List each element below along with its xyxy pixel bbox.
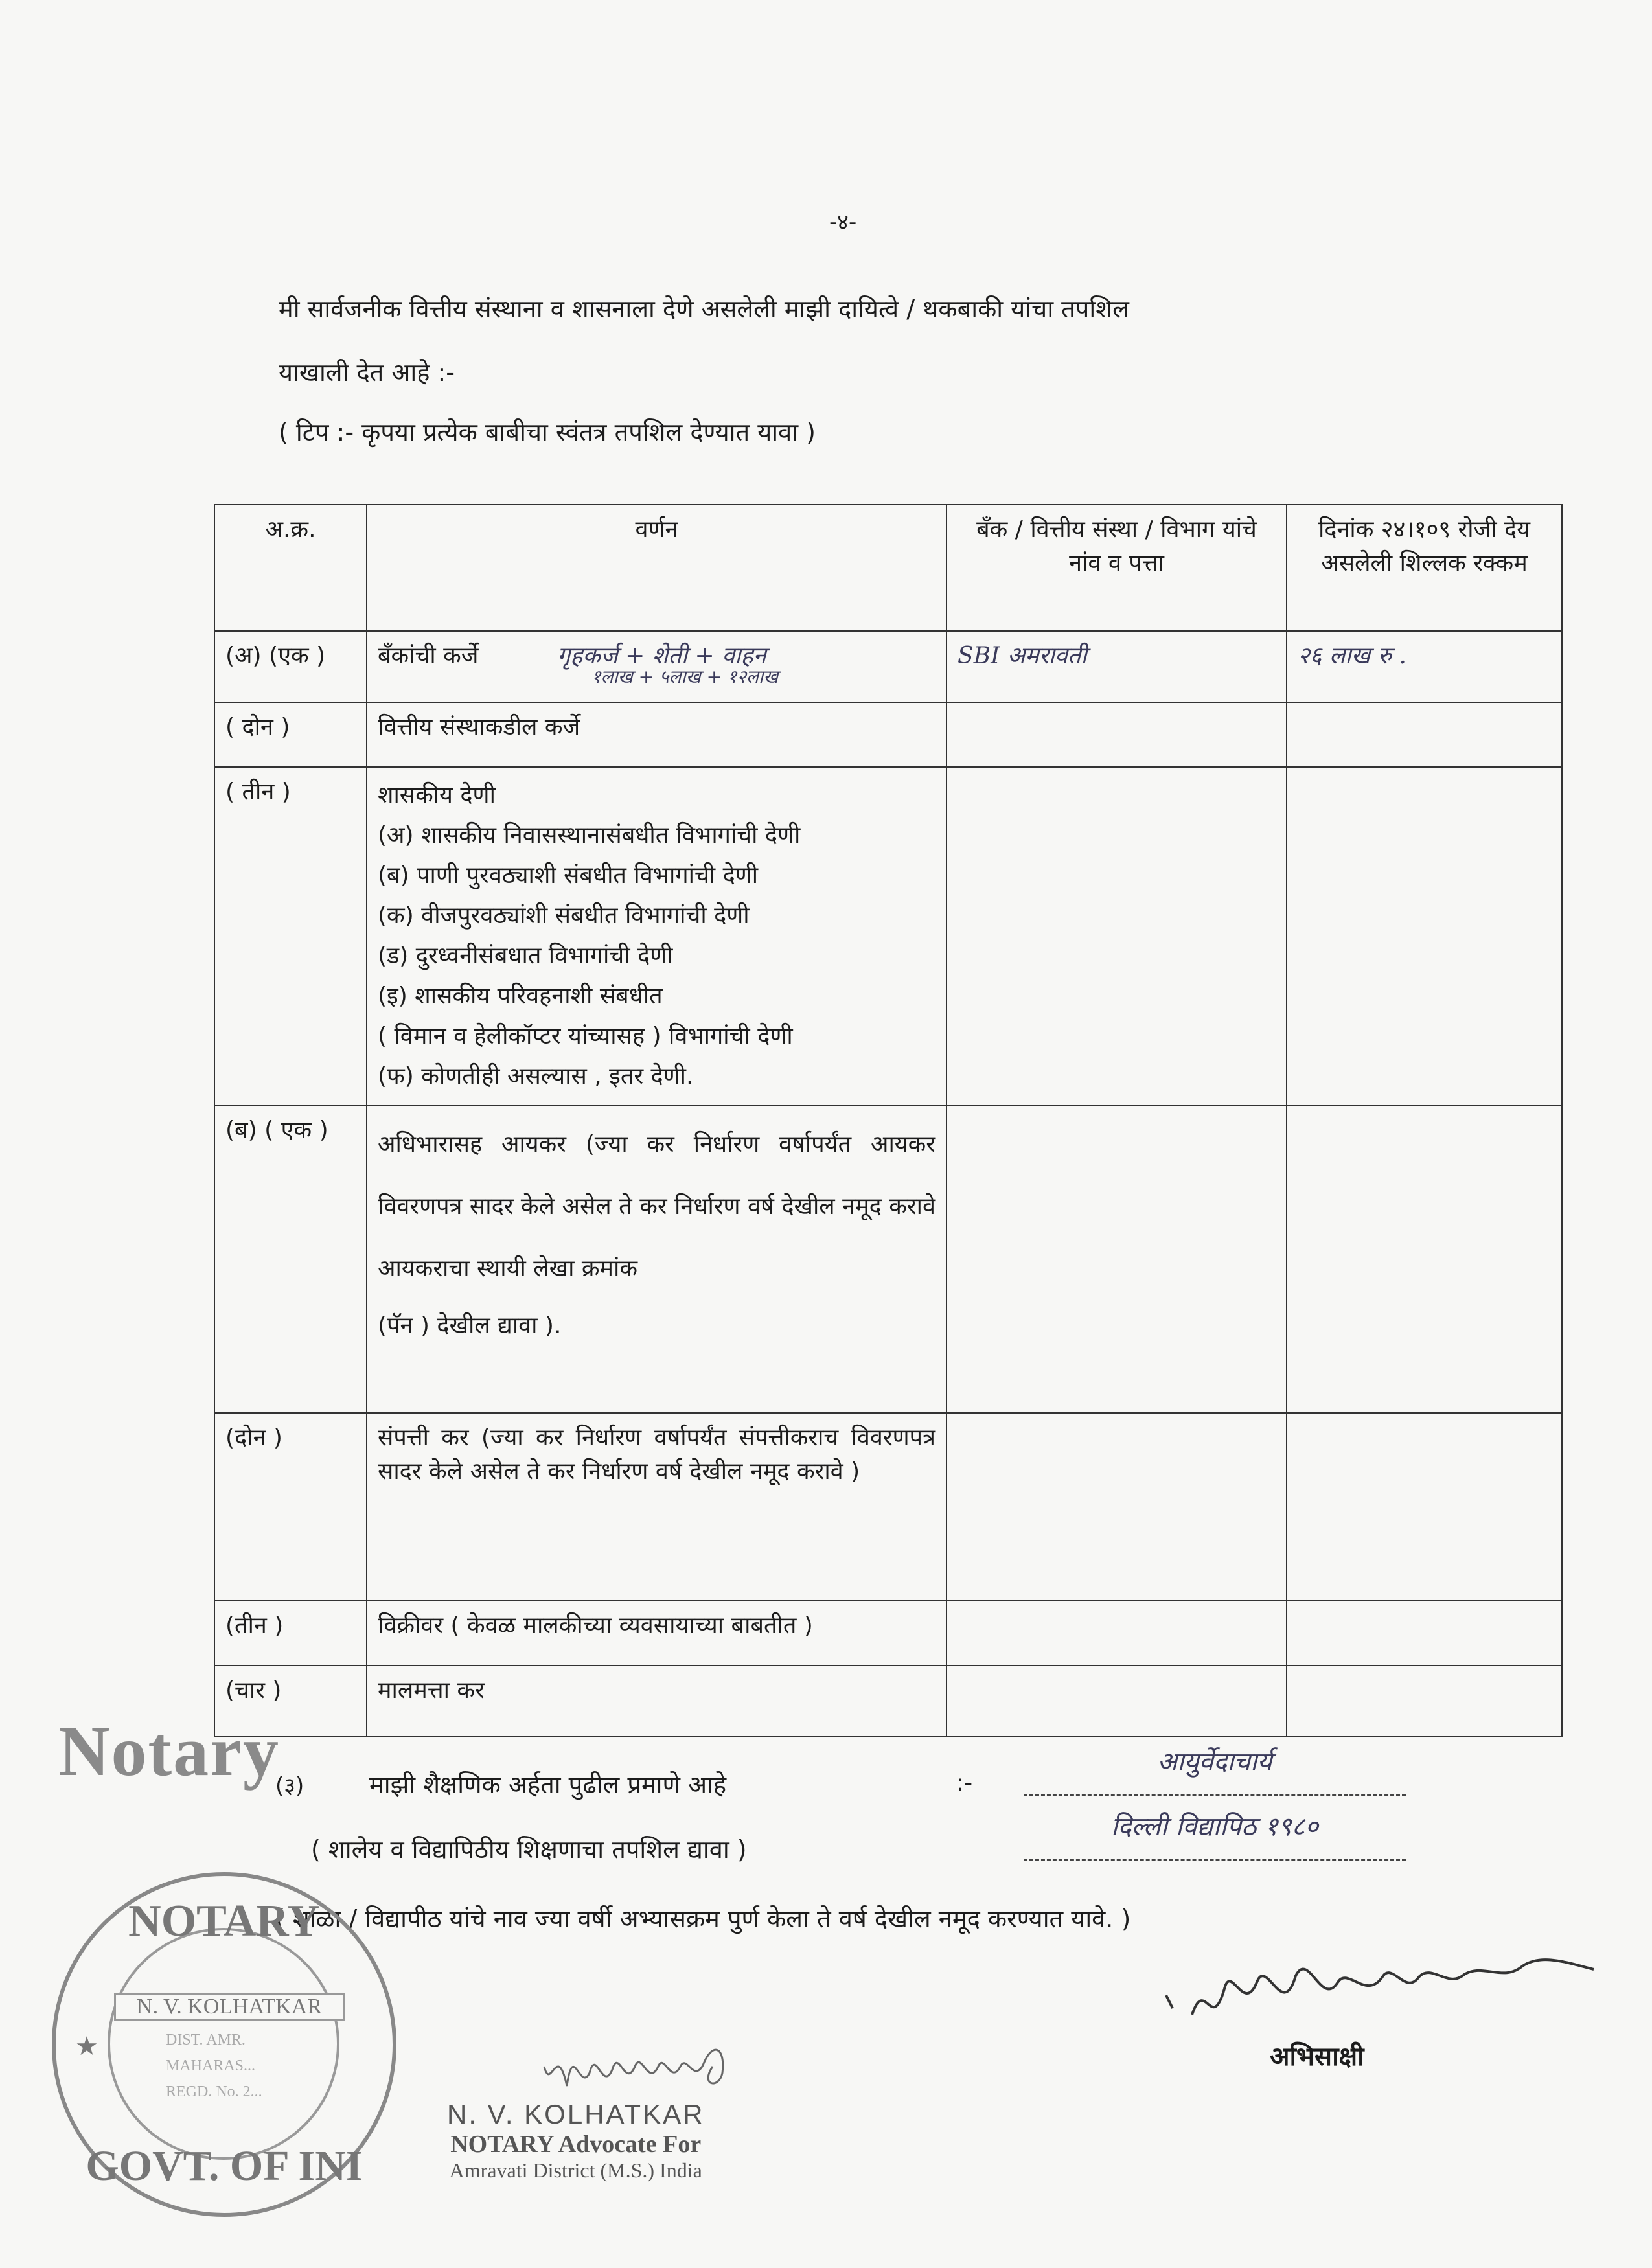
- row-balance: [1287, 1666, 1562, 1737]
- deponent-label: अभिसाक्षी: [1270, 2042, 1364, 2072]
- education-note-1: ( शालेय व विद्यापिठीय शिक्षणाचा तपशिल द्यावा ): [311, 1835, 747, 1864]
- row-description: वित्तीय संस्थाकडील कर्जे: [367, 702, 946, 767]
- description-text: अधिभारासह आयकर (ज्या कर निर्धारण वर्षापर्यंत आयकर विवरणपत्र सादर केले असेल ते कर निर्धारण वर्ष देखील नमूद करावे आयकराचा स्थायी लेखा क्रमांक: [378, 1131, 935, 1282]
- row-description: मालमत्ता कर: [367, 1666, 946, 1737]
- education-label: माझी शैक्षणिक अर्हता पुढील प्रमाणे आहे: [369, 1770, 727, 1799]
- stamp-name: N. V. KOLHATKAR: [447, 2099, 705, 2129]
- row-sr: ( दोन ): [214, 702, 367, 767]
- row-bank: [946, 1105, 1287, 1413]
- table-header-row: [214, 505, 1562, 631]
- sub-item: (क) वीजपुरवठ्यांशी संबधीत विभागांची देणी: [378, 902, 750, 929]
- row-sr: (ब) ( एक ): [214, 1105, 367, 1413]
- table-row: [214, 1601, 1562, 1666]
- row-balance: [1287, 1105, 1562, 1413]
- row-sr: ( तीन ): [214, 767, 367, 1105]
- education-note-2: ( शाळा / विद्यापीठ यांचे नाव ज्या वर्षी अभ्यासक्रम पुर्ण केला ते वर्ष देखील नमूद करण्यात यावे. ): [275, 1905, 1131, 1933]
- row-sr: (दोन ): [214, 1413, 367, 1601]
- row-balance: [1287, 702, 1562, 767]
- table-row: [214, 702, 1562, 767]
- header-bank: बँक / वित्तीय संस्था / विभाग यांचे नांव व पत्ता: [946, 505, 1287, 631]
- education-qualification: आयुर्वेदाचार्य: [1024, 1743, 1406, 1796]
- deponent-signature: [1153, 1937, 1607, 2047]
- education-university: दिल्ली विद्यापिठ १९८०: [1024, 1807, 1406, 1861]
- notary-watermark: Notary: [58, 1712, 280, 1791]
- sub-item: (फ) कोणतीही असल्यास , इतर देणी.: [378, 1063, 694, 1090]
- education-number: (३): [275, 1773, 304, 1799]
- description-text: बँकांची कर्जे: [378, 643, 479, 669]
- seal-bottom-text: GOVT. OF INI: [86, 2142, 363, 2190]
- stamp-place: Amravati District (M.S.) India: [449, 2159, 702, 2182]
- sub-item: (इ) शासकीय परिवहनाशी संबधीत: [378, 983, 663, 1009]
- table-row: [214, 1413, 1562, 1601]
- handwritten-loans: गृहकर्ज + शेती + वाहन: [556, 643, 766, 669]
- row-balance: [1287, 767, 1562, 1105]
- row-description: संपत्ती कर (ज्या कर निर्धारण वर्षापर्यंत संपत्तीकराच विवरणपत्र सादर केले असेल ते कर निर्धारण वर्ष देखील नमूद करावे ): [367, 1413, 946, 1601]
- row-bank: [946, 1601, 1287, 1666]
- education-colon: :-: [956, 1770, 973, 1796]
- seal-line: DIST. AMR.: [166, 2032, 246, 2048]
- sub-item: (ब) पाणी पुरवठ्याशी संबधीत विभागांची देणी: [378, 862, 759, 889]
- table-row: [214, 1666, 1562, 1737]
- intro-line-1: मी सार्वजनीक वित्तीय संस्थाना व शासनाला देणे असलेली माझी दायित्वे / थकबाकी यांचा तपशिल: [279, 295, 1129, 323]
- row-bank: [946, 767, 1287, 1105]
- row-bank: SBI अमरावती: [946, 631, 1287, 702]
- table-row: [214, 631, 1562, 702]
- seal-top-text: NOTARY: [128, 1896, 320, 1946]
- stamp-title: NOTARY Advocate For: [450, 2131, 702, 2158]
- row-balance: [1287, 1413, 1562, 1601]
- row-sr: (चार ): [214, 1666, 367, 1737]
- sub-item: (अ) शासकीय निवासस्थानासंबधीत विभागांची देणी: [378, 822, 801, 849]
- row-description: [367, 631, 946, 702]
- row-bank: [946, 1666, 1287, 1737]
- intro-line-2: याखाली देत आहे :-: [279, 358, 455, 387]
- row-bank: [946, 1413, 1287, 1601]
- intro-note: ( टिप :- कृपया प्रत्येक बाबीचा स्वंतत्र तपशिल देण्यात यावा ): [279, 418, 816, 446]
- notary-seal: [52, 1872, 396, 2217]
- handwritten-loan-amounts: १लाख + ५लाख + १२लाख: [591, 666, 779, 688]
- notary-stamp: [447, 2099, 704, 2182]
- seal-line: REGD. No. 2...: [166, 2083, 262, 2100]
- page-number: -४-: [829, 209, 857, 235]
- header-balance: दिनांक २४।१०९ रोजी देय असलेली शिल्लक रक्कम: [1287, 505, 1562, 631]
- table-row: [214, 767, 1562, 1105]
- row-description: विक्रीवर ( केवळ मालकीच्या व्यवसायाच्या बाबतीत ): [367, 1601, 946, 1666]
- row-balance: २६ लाख रु .: [1287, 631, 1562, 702]
- row-description: [367, 1105, 946, 1413]
- notary-signature: [538, 2028, 771, 2105]
- row-balance: [1287, 1601, 1562, 1666]
- header-sr: अ.क्र.: [214, 505, 367, 631]
- description-text: शासकीय देणी: [378, 782, 496, 808]
- row-sr: (अ) (एक ): [214, 631, 367, 702]
- header-description: वर्णन: [367, 505, 946, 631]
- star-icon: ★: [75, 2032, 98, 2061]
- sub-item: ( विमान व हेलीकॉप्टर यांच्यासह ) विभागांची देणी: [378, 1023, 793, 1049]
- row-description: [367, 767, 946, 1105]
- liabilities-table: [214, 504, 1563, 1737]
- row-bank: [946, 702, 1287, 767]
- description-tail: (पॅन ) देखील द्यावा ).: [378, 1312, 562, 1339]
- table-row: [214, 1105, 1562, 1413]
- seal-line: MAHARAS...: [166, 2057, 256, 2074]
- seal-name: N. V. KOLHATKAR: [114, 1993, 345, 2021]
- sub-item: (ड) दुरध्वनीसंबधात विभागांची देणी: [378, 943, 673, 969]
- row-sr: (तीन ): [214, 1601, 367, 1666]
